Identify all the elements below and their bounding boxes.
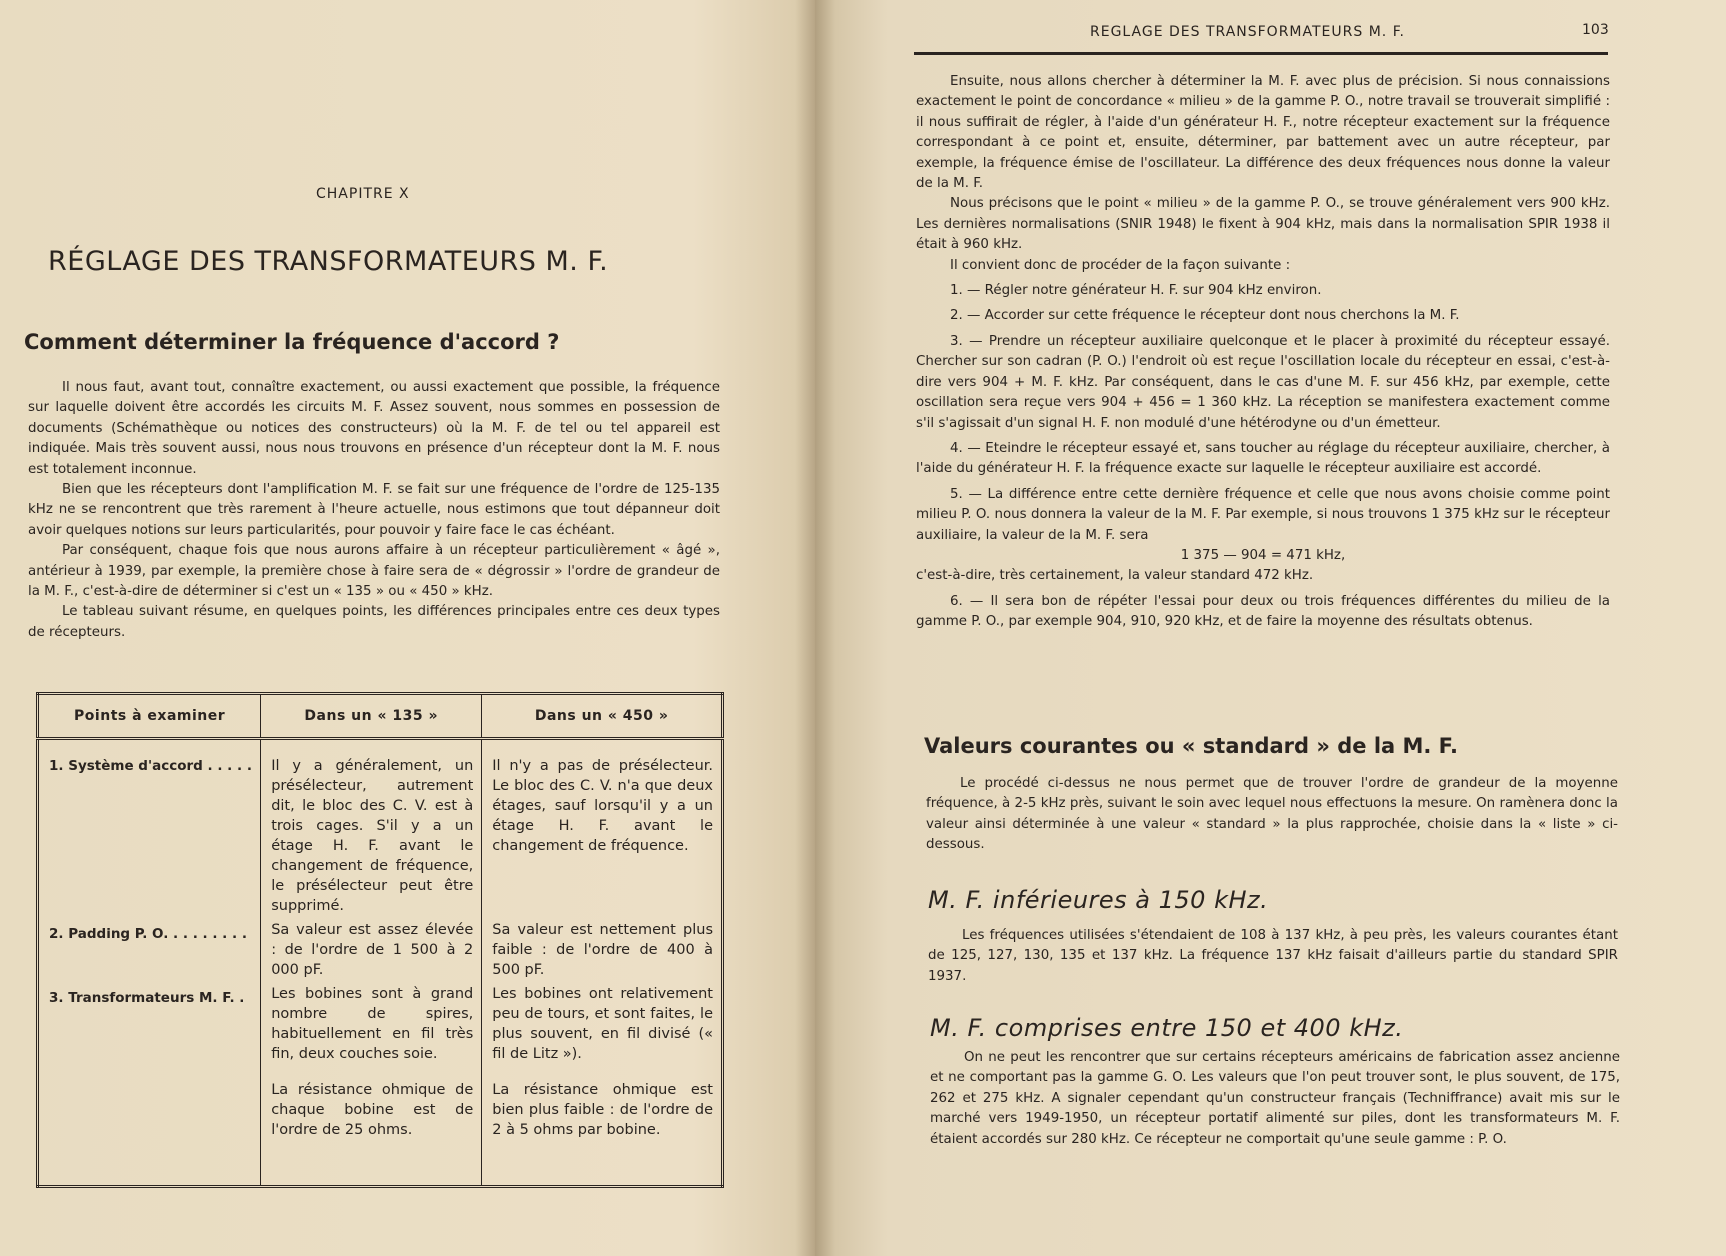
- header-rule: [914, 52, 1608, 55]
- row-label: 1. Système d'accord . . . . .: [38, 739, 261, 917]
- cell-135: Sa valeur est assez élevée : de l'ordre de 1 500 à 2 000 pF.: [261, 916, 482, 980]
- paragraph: Ensuite, nous allons chercher à déterminer la M. F. avec plus de précision. Si nous connaissions exactement le point de concordance « milieu » de la gamme P. O., notre travail se trouverait simplifié : il nous suffirait de régler, à l'aide d'un générateur H. F., notre récepteur exactement sur la fréquence correspondant à ce point et, ensuite, déterminer, par battement avec un autre récepteur, par exemple, la fréquence émise de l'oscillateur. La différence des deux fréquences nous donne la valeur de la M. F.: [916, 74, 1610, 192]
- cell-450: [482, 980, 723, 1187]
- intro-text: [28, 378, 720, 643]
- paragraph: Il convient donc de procéder de la façon suivante :: [950, 257, 1291, 273]
- step-item: 6. — Il sera bon de répéter l'essai pour deux ou trois fréquences différentes du milieu de la gamme P. O., par exemple 904, 910, 920 kHz, et de faire la moyenne des résultats obtenus.: [916, 593, 1610, 630]
- paragraph: Par conséquent, chaque fois que nous aurons affaire à un récepteur particulièrement « âgé », antérieur à 1939, par exemple, la première chose à faire sera de « dégrossir » l'ordre de grandeur de la M. F., c'est-à-dire de déterminer si c'est un « 135 » ou « 450 » kHz.: [28, 543, 720, 600]
- running-head: REGLAGE DES TRANSFORMATEURS M. F.: [1090, 24, 1405, 40]
- book-gutter: [795, 0, 835, 1256]
- section-heading: Comment déterminer la fréquence d'accord ?: [24, 330, 560, 354]
- table-header-row: [38, 694, 723, 739]
- paragraph: Bien que les récepteurs dont l'amplification M. F. se fait sur une fréquence de l'ordre de 125-135 kHz ne se rencontrent que très rarement à l'heure actuelle, nous estimons que tout dépanneur doit avoir quelques notions sur leurs particularités, pour pouvoir y faire face le cas échéant.: [28, 482, 720, 538]
- section-text: [928, 926, 1618, 987]
- cell-450: Sa valeur est nettement plus faible : de l'ordre de 400 à 500 pF.: [482, 916, 723, 980]
- chapter-label: CHAPITRE X: [316, 186, 410, 202]
- equation: 1 375 — 904 = 471 kHz,: [1180, 547, 1346, 563]
- page-number: 103: [1582, 22, 1609, 38]
- cell-450: Il n'y a pas de présélecteur. Le bloc des C. V. n'a que deux étages, sauf lorsqu'il y a un étage H. F. avant le changement de fréquence.: [482, 739, 723, 917]
- comparison-table: [36, 692, 724, 1188]
- section-heading: Valeurs courantes ou « standard » de la M. F.: [924, 734, 1458, 758]
- row-label: 3. Transformateurs M. F. .: [38, 980, 261, 1187]
- section-text: [930, 1048, 1620, 1150]
- row-label: 2. Padding P. O. . . . . . . . .: [38, 916, 261, 980]
- chapter-title: RÉGLAGE DES TRANSFORMATEURS M. F.: [48, 246, 609, 277]
- step-item: 1. — Régler notre générateur H. F. sur 904 kHz environ.: [950, 283, 1322, 299]
- step-item: 3. — Prendre un récepteur auxiliaire quelconque et le placer à proximité du récepteur essayé. Chercher sur son cadran (P. O.) l'endroit où est reçue l'oscillation locale du récepteur en essai, c'est-à-dire vers 904 + M. F. kHz. Par conséquent, dans le cas d'une M. F. sur 456 kHz, par exemple, cette oscillation sera reçue vers 904 + 456 = 1 360 kHz. La réception se manifestera exactement comme s'il s'agissait d'un signal H. F. non modulé d'une hétérodyne ou d'un émetteur.: [916, 333, 1610, 431]
- cell-text: Les bobines sont à grand nombre de spires, habituellement en fil très fin, deux couches soie.: [271, 986, 474, 1062]
- table-header: Dans un « 135 »: [261, 694, 482, 739]
- table-row: [38, 916, 723, 980]
- subsection-heading: M. F. comprises entre 150 et 400 kHz.: [930, 1014, 1404, 1042]
- paragraph: Les fréquences utilisées s'étendaient de 108 à 137 kHz, à peu près, les valeurs courantes étant de 125, 127, 130, 135 et 137 kHz. La fréquence 137 kHz faisait d'ailleurs partie du standard SPIR 1937.: [928, 928, 1618, 984]
- cell-text: La résistance ohmique de chaque bobine est de l'ordre de 25 ohms.: [271, 1082, 474, 1138]
- step-item: 2. — Accorder sur cette fréquence le récepteur dont nous cherchons la M. F.: [950, 308, 1460, 324]
- paragraph: On ne peut les rencontrer que sur certains récepteurs américains de fabrication assez ancienne et ne comportant pas la gamme G. O. Les valeurs que l'on peut trouver sont, le plus souvent, de 175, 262 et 275 kHz. A signaler cependant qu'un constructeur français (Techniffrance) avait mis sur le marché vers 1949-1950, un récepteur portatif alimenté sur piles, dont les transformateurs M. F. étaient accordés sur 280 kHz. Ce récepteur ne comportait qu'une seule gamme : P. O.: [930, 1050, 1620, 1147]
- table-header: Dans un « 450 »: [482, 694, 723, 739]
- paragraph: c'est-à-dire, très certainement, la valeur standard 472 kHz.: [916, 568, 1314, 584]
- section-text: [926, 774, 1618, 856]
- table-header: Points à examiner: [38, 694, 261, 739]
- step-item: 4. — Eteindre le récepteur essayé et, sans toucher au réglage du récepteur auxiliaire, chercher, à l'aide du générateur H. F. la fréquence exacte sur laquelle le récepteur auxiliaire est accordé.: [916, 440, 1610, 477]
- table-row: [38, 739, 723, 917]
- paragraph: Il nous faut, avant tout, connaître exactement, ou aussi exactement que possible, la fréquence sur laquelle doivent être accordés les circuits M. F. Assez souvent, nous sommes en possession de documents (Schémathèque ou notices des constructeurs) où la M. F. de tel ou tel appareil est indiquée. Mais très souvent aussi, nous nous trouvons en présence d'un récepteur dont la M. F. nous est totalement inconnue.: [28, 380, 720, 477]
- cell-135: Il y a généralement, un présélecteur, autrement dit, le bloc des C. V. est à trois cages. S'il y a un étage H. F. avant le changement de fréquence, le présélecteur peut être supprimé.: [261, 739, 482, 917]
- paragraph: Le procédé ci-dessus ne nous permet que de trouver l'ordre de grandeur de la moyenne fréquence, à 2-5 kHz près, suivant le soin avec lequel nous effectuons la mesure. On ramènera donc la valeur ainsi déterminée à une valeur « standard » la plus rapprochée, choisie dans la « liste » ci-dessous.: [926, 776, 1618, 853]
- table-row: [38, 980, 723, 1187]
- cell-text: La résistance ohmique est bien plus faible : de l'ordre de 2 à 5 ohms par bobine.: [492, 1082, 713, 1138]
- subsection-heading: M. F. inférieures à 150 kHz.: [928, 886, 1269, 914]
- paragraph: Nous précisons que le point « milieu » de la gamme P. O., se trouve généralement vers 900 kHz. Les dernières normalisations (SNIR 1948) le fixent à 904 kHz, mais dans la normalisation SPIR 1938 il était à 960 kHz.: [916, 196, 1610, 253]
- paragraph: Le tableau suivant résume, en quelques points, les différences principales entre ces deux types de récepteurs.: [28, 604, 720, 640]
- procedure-text: [916, 72, 1610, 633]
- cell-135: [261, 980, 482, 1187]
- cell-text: Les bobines ont relativement peu de tours, et sont faites, le plus souvent, en fil divisé (« fil de Litz »).: [492, 986, 713, 1062]
- step-item: 5. — La différence entre cette dernière fréquence et celle que nous avons choisie comme point milieu P. O. nous donnera la valeur de la M. F. Par exemple, si nous trouvons 1 375 kHz sur le récepteur auxiliaire, la valeur de la M. F. sera: [916, 486, 1610, 543]
